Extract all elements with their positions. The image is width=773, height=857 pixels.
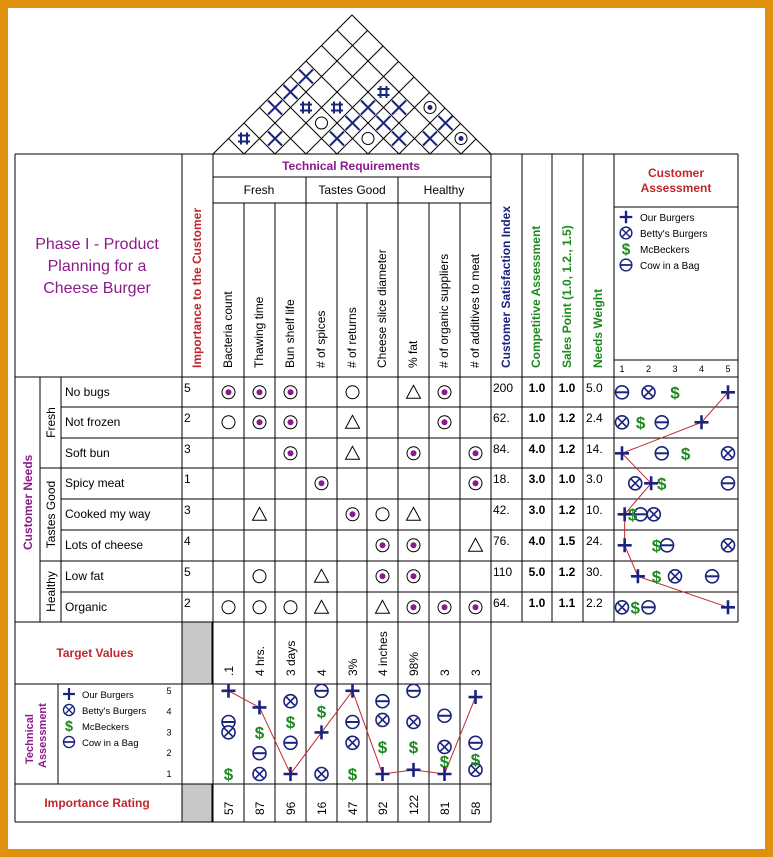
circle-icon [222, 601, 235, 614]
target-value: 3 [438, 669, 452, 676]
triangle-icon [407, 507, 421, 520]
competitor-name: Cow in a Bag [82, 738, 139, 749]
circle-x-icon [63, 704, 74, 715]
dollar-icon [409, 738, 419, 757]
tech-requirement-label: Bacteria count [221, 291, 235, 368]
competitor-name: Our Burgers [82, 690, 134, 701]
circle-dot-icon [253, 416, 266, 429]
scale-tick: 4 [698, 364, 705, 374]
sales-point-value: 1.2 [558, 503, 576, 517]
circle-minus-icon [722, 477, 735, 490]
circle-minus-icon [706, 570, 719, 583]
roof-symbol-positive [268, 132, 282, 146]
sales-point-value: 1.2 [558, 442, 576, 456]
triangle-icon [315, 569, 329, 582]
svg-text:$: $ [651, 536, 662, 556]
tech-requirement-label: # of returns [345, 307, 359, 368]
sales-point-value: 1.0 [558, 381, 576, 395]
target-value: .1 [222, 665, 236, 676]
circle-minus-icon [620, 259, 632, 271]
dollar-icon [224, 765, 234, 784]
circle-minus-icon [642, 601, 655, 614]
svg-text:$: $ [316, 702, 327, 722]
svg-text:$: $ [621, 241, 631, 259]
tech-requirement-label: Bun shelf life [283, 299, 297, 368]
circle-x-icon [346, 736, 359, 749]
scale-tick: 3 [672, 364, 678, 374]
tech-requirement-label: # of organic suppliers [437, 253, 451, 368]
importance-rating-value: 87 [253, 801, 267, 815]
target-value: 98% [407, 651, 421, 676]
dollar-icon [681, 444, 691, 463]
circle-x-icon [620, 227, 632, 239]
plus-icon [284, 767, 298, 781]
plus-icon [315, 725, 329, 739]
circle-minus-icon [407, 684, 420, 697]
csi-value: 64. [493, 596, 510, 610]
circle-dot-icon [222, 386, 235, 399]
scale-tick: 2 [166, 748, 172, 759]
need-group-1: Tastes Good [44, 480, 58, 549]
importance-ratings [222, 795, 483, 815]
competitive-value: 4.0 [528, 534, 546, 548]
importance-rating-value: 81 [438, 801, 452, 815]
competitor-name: Betty's Burgers [82, 706, 147, 717]
scale-tick: 5 [725, 364, 731, 374]
scale-tick: 2 [645, 364, 652, 374]
customer-assessment-header-line-2: Assessment [640, 181, 712, 195]
page-title-line-2: Planning for a [47, 258, 147, 275]
roof-symbol-positive [330, 132, 344, 146]
circle-dot-icon [407, 570, 420, 583]
target-value: 3 [469, 669, 483, 676]
svg-text:$: $ [635, 413, 646, 433]
circle-dot-icon [469, 601, 482, 614]
circle-dot-icon [469, 447, 482, 460]
customer-needs-header: Customer Needs [21, 454, 35, 550]
triangle-icon [253, 507, 267, 520]
roof-symbol-strong-positive [378, 86, 390, 98]
plus-icon [222, 684, 236, 698]
page-title-line-3: Cheese Burger [43, 280, 151, 297]
correlation-roof [213, 15, 491, 154]
svg-text:$: $ [651, 567, 662, 587]
importance-value: 2 [184, 411, 191, 425]
plus-icon [631, 569, 645, 583]
circle-dot-icon [438, 416, 451, 429]
dollar-icon [652, 536, 662, 555]
dollar-icon [378, 738, 388, 757]
need-label: Cooked my way [65, 507, 151, 521]
importance-rating-value: 47 [346, 801, 360, 815]
plus-icon [620, 211, 633, 224]
needs-weight-value: 5.0 [586, 381, 603, 395]
roof-symbol-positive [439, 116, 453, 130]
tech-requirement-label: Cheese slice diameter [375, 249, 389, 368]
circle-dot-icon [438, 386, 451, 399]
needs-weight-value: 30. [586, 565, 603, 579]
sales-point-value: 1.0 [558, 472, 576, 486]
circle-minus-icon [315, 684, 328, 697]
dollar-icon [657, 474, 667, 493]
circle-minus-icon [284, 736, 297, 749]
competitor-name: Cow in a Bag [640, 261, 700, 272]
csi-value: 200 [493, 381, 514, 395]
roof-symbol-positive [392, 101, 406, 115]
circle-dot-icon [469, 477, 482, 490]
tech-group-1: Tastes Good [318, 183, 386, 197]
triangle-icon [315, 600, 329, 613]
need-label: Spicy meat [65, 476, 125, 490]
dollar-icon [65, 719, 73, 735]
svg-text:$: $ [285, 713, 296, 732]
plus-icon [253, 700, 267, 714]
needs-weight-value: 14. [586, 442, 603, 456]
importance-rating-value: 57 [222, 801, 236, 815]
circle-x-icon [222, 726, 235, 739]
importance-value: 1 [184, 472, 191, 486]
tech-requirement-label: # of spices [314, 310, 328, 368]
sales-point-header: Sales Point (1.0, 1.2., 1.5) [560, 225, 574, 368]
circle-icon [284, 601, 297, 614]
dollar-icon [317, 703, 327, 722]
circle-x-icon [376, 713, 389, 726]
competitive-value: 3.0 [528, 503, 546, 517]
circle-dot-icon [253, 386, 266, 399]
importance-rating-value: 122 [407, 794, 421, 815]
scale-tick: 3 [166, 727, 172, 738]
dollar-icon [622, 241, 631, 258]
circle-x-icon [669, 570, 682, 583]
csi-value: 76. [493, 534, 510, 548]
circle-icon [222, 416, 235, 429]
plus-icon [63, 688, 75, 700]
competitor-name: Betty's Burgers [640, 229, 708, 240]
customer-assessment-plot [615, 383, 735, 617]
circle-x-icon [616, 601, 629, 614]
roof-symbol-positive [299, 70, 313, 84]
relationship-matrix [222, 385, 483, 614]
triangle-icon [346, 446, 360, 459]
technical-assessment-label-line-2: Assessment [37, 703, 49, 768]
customer-need-groups [44, 407, 58, 612]
dollar-icon [652, 567, 662, 586]
target-values-gray-cell [182, 622, 212, 684]
importance-value: 3 [184, 442, 191, 456]
need-label: Organic [65, 600, 108, 614]
technical-requirement-labels [221, 249, 482, 368]
triangle-icon [376, 600, 390, 613]
dollar-icon [348, 765, 358, 784]
csi-value: 62. [493, 411, 510, 425]
roof-symbol-strong-positive [238, 133, 250, 145]
needs-weight-header: Needs Weight [591, 288, 605, 368]
tech-requirement-label: Thawing time [252, 296, 266, 368]
circle-icon [376, 508, 389, 521]
competitive-value: 1.0 [528, 411, 546, 425]
needs-weight-value: 2.4 [586, 411, 603, 425]
importance-header: Importance to the Customer [190, 207, 204, 368]
dollar-icon [471, 750, 481, 769]
circle-minus-icon [661, 539, 674, 552]
circle-x-icon [438, 740, 451, 753]
csi-header: Customer Satisfaction Index [499, 205, 513, 368]
importance-value: 4 [184, 534, 191, 548]
need-group-0: Fresh [44, 407, 58, 438]
technical-assessment-plot [222, 684, 483, 784]
tech-requirement-label: # of additives to meat [468, 253, 482, 368]
plus-icon [376, 767, 390, 781]
roof-symbol-positive [361, 101, 375, 115]
svg-text:$: $ [630, 598, 640, 618]
customer-assessment-scale [619, 364, 730, 374]
roof-symbol-strong [424, 102, 436, 114]
dollar-icon [631, 598, 641, 617]
circle-minus-icon [63, 736, 74, 747]
technical-requirement-groups [244, 183, 465, 197]
circle-minus-icon [655, 447, 668, 460]
competitor-name: McBeckers [640, 245, 690, 256]
circle-dot-icon [407, 447, 420, 460]
roof-symbol-neutral [316, 117, 328, 129]
plus-icon [618, 538, 632, 552]
customer-assessment-header: Customer [647, 166, 705, 180]
technical-assessment-scale [166, 686, 171, 779]
importance-rating-value: 96 [284, 801, 298, 815]
target-values [222, 631, 483, 676]
needs-weight-value: 10. [586, 503, 603, 517]
circle-dot-icon [438, 601, 451, 614]
circle-minus-icon [346, 716, 359, 729]
circle-dot-icon [284, 416, 297, 429]
technical-assessment-legend [63, 688, 146, 749]
needs-weight-value: 3.0 [586, 472, 603, 486]
circle-x-icon [315, 768, 328, 781]
target-value: 3% [346, 658, 360, 676]
svg-text:$: $ [254, 723, 265, 743]
csi-value: 110 [493, 565, 513, 579]
sales-point-value: 1.5 [558, 534, 576, 548]
target-value: 4 [315, 669, 329, 676]
circle-dot-icon [407, 601, 420, 614]
circle-dot-icon [407, 539, 420, 552]
technical-assessment-label: Technical [24, 714, 36, 764]
technical-requirements-header: Technical Requirements [282, 159, 420, 173]
svg-text:$: $ [680, 444, 691, 464]
scale-tick: 1 [166, 769, 172, 779]
tech-group-0: Fresh [243, 183, 275, 197]
circle-x-icon [616, 416, 629, 429]
svg-text:$: $ [223, 765, 234, 784]
importance-rating-label: Importance Rating [44, 796, 150, 810]
roof-symbol-positive [268, 101, 282, 115]
plus-icon [721, 600, 735, 614]
importance-value: 5 [184, 381, 191, 395]
dollar-icon [255, 723, 265, 742]
competitive-assessment-header: Competitive Assessment [529, 225, 543, 368]
importance-rating-value: 58 [469, 801, 483, 815]
roof-symbol-strong [455, 133, 467, 145]
importance-value: 5 [184, 565, 191, 579]
circle-minus-icon [438, 709, 451, 722]
competitive-value: 1.0 [528, 596, 546, 610]
customer-assessment-legend [620, 211, 708, 272]
svg-text:$: $ [470, 750, 481, 770]
circle-x-icon [642, 386, 655, 399]
scale-tick: 5 [166, 685, 172, 696]
svg-text:$: $ [439, 752, 450, 772]
circle-dot-icon [346, 508, 359, 521]
svg-text:$: $ [377, 737, 388, 757]
circle-dot-icon [376, 570, 389, 583]
circle-x-icon [722, 447, 735, 460]
triangle-icon [407, 385, 421, 398]
circle-x-icon [629, 477, 642, 490]
svg-text:$: $ [657, 474, 667, 494]
roof-symbol-positive [377, 116, 391, 130]
target-value: 4 inches [376, 631, 390, 676]
dollar-icon [636, 413, 646, 432]
scale-tick: 4 [166, 706, 172, 717]
dollar-icon [286, 713, 296, 732]
importance-value: 2 [184, 596, 191, 610]
circle-dot-icon [284, 447, 297, 460]
need-group-2: Healthy [44, 571, 58, 612]
competitor-name: Our Burgers [640, 213, 695, 224]
scale-tick: 1 [619, 364, 625, 374]
roof-symbol-neutral [362, 133, 374, 145]
circle-minus-icon [376, 695, 389, 708]
dollar-icon [670, 383, 680, 402]
target-values-label: Target Values [56, 646, 134, 660]
circle-minus-icon [655, 416, 668, 429]
target-value: 3 days [284, 640, 298, 676]
csi-value: 42. [493, 503, 510, 517]
sales-point-value: 1.1 [558, 596, 576, 610]
circle-x-icon [722, 539, 735, 552]
roof-symbol-positive [284, 85, 298, 99]
svg-text:$: $ [627, 505, 638, 525]
circle-dot-icon [284, 386, 297, 399]
sales-point-value: 1.2 [558, 411, 576, 425]
tech-requirement-label: % fat [406, 340, 420, 368]
triangle-icon [469, 538, 483, 551]
circle-x-icon [407, 716, 420, 729]
circle-icon [253, 570, 266, 583]
competitive-value: 1.0 [528, 381, 546, 395]
need-label: No bugs [65, 385, 110, 399]
circle-x-icon [647, 508, 660, 521]
circle-minus-icon [469, 736, 482, 749]
needs-weight-value: 2.2 [586, 596, 603, 610]
circle-dot-icon [315, 477, 328, 490]
svg-text:$: $ [670, 383, 680, 403]
our-burgers-line [229, 691, 476, 774]
circle-dot-icon [376, 539, 389, 552]
circle-icon [346, 386, 359, 399]
target-value: 4 hrs. [253, 645, 267, 676]
circle-icon [253, 601, 266, 614]
sales-point-value: 1.2 [558, 565, 576, 579]
roof-symbol-strong-positive [331, 102, 343, 114]
tech-group-2: Healthy [423, 183, 465, 197]
csi-value: 18. [493, 472, 510, 486]
competitor-name: McBeckers [82, 722, 129, 733]
plus-icon [407, 763, 421, 777]
roof-symbol-strong-positive [300, 102, 312, 114]
circle-minus-icon [253, 747, 266, 760]
need-label: Lots of cheese [65, 538, 144, 552]
roof-symbol-positive [423, 132, 437, 146]
competitive-value: 4.0 [528, 442, 546, 456]
roof-symbol-positive [346, 116, 360, 130]
importance-rating-value: 16 [315, 801, 329, 815]
roof-symbol-positive [392, 132, 406, 146]
importance-rating-gray-cell [182, 784, 212, 822]
circle-minus-icon [616, 386, 629, 399]
needs-weight-value: 24. [586, 534, 603, 548]
page-title: Phase I - Product [35, 236, 159, 253]
competitive-value: 3.0 [528, 472, 546, 486]
plus-icon [469, 690, 483, 704]
svg-text:$: $ [64, 719, 74, 736]
importance-value: 3 [184, 503, 191, 517]
svg-text:$: $ [347, 765, 358, 784]
need-label: Not frozen [65, 415, 121, 429]
svg-text:$: $ [408, 737, 419, 757]
triangle-icon [346, 415, 360, 428]
need-label: Soft bun [65, 446, 110, 460]
need-label: Low fat [65, 569, 104, 583]
competitive-value: 5.0 [528, 565, 546, 579]
csi-value: 84. [493, 442, 510, 456]
circle-x-icon [284, 695, 297, 708]
circle-x-icon [253, 768, 266, 781]
plus-icon [346, 684, 360, 698]
importance-rating-value: 92 [376, 801, 390, 815]
